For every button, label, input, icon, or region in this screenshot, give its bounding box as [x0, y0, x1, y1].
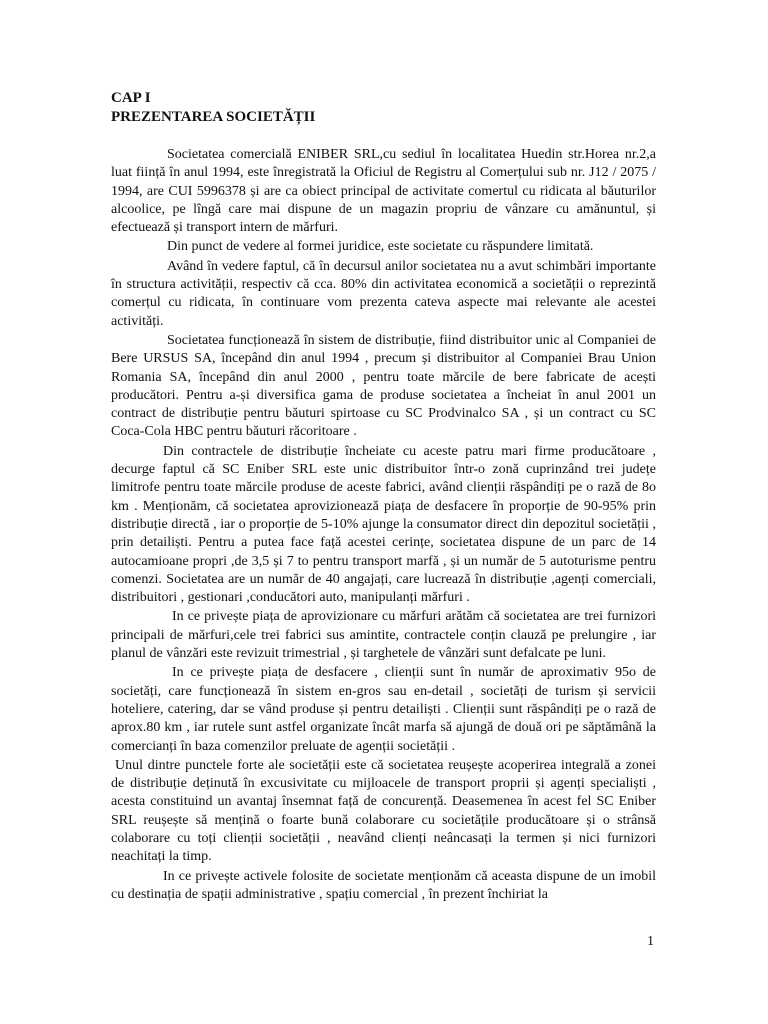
chapter-label: CAP I	[111, 90, 151, 106]
paragraph-activity-structure: Având în vedere faptul, că în decursul anilor societatea nu a avut schimbări importante în structura activității, respectiv că cca. 80% din activitatea economică a societății o reprezintă comerțul cu ridicata, în continuare vom prezenta cateva aspecte mai relevante ale acestei activități.	[111, 258, 656, 329]
page-number: 1	[647, 934, 654, 949]
paragraph-strengths: Unul dintre punctele forte ale societății este că societatea reușește acoperirea integrală a zonei de distribuție deținută în excusivitate cu mijloacele de transport proprii și agenți specialiști , acesta constituind un avantaj însemnat față de concurență. Deasemenea în acest fel SC Eniber SRL reușește să mențină o foarte bună colaborare cu societățile producătoare și o strânsă colaborare cu toți clienții societății , neavând clienți neâncasați la termen și nici furnizori neachitați la timp.	[111, 757, 656, 865]
paragraph-company-intro: Societatea comercială ENIBER SRL,cu sediul în localitatea Huedin str.Horea nr.2,a luat ființă în anul 1994, este înregistrată la Oficiul de Registru al Comerțului sub nr. J12 / 2075 / 1994, are CUI 5996378 și are ca obiect principal de activitate comertul cu ridicata al băuturilor alcoolice, pe lîngă care mai dispune de un magazin propriu de vânzare cu amănuntul, și efectuează și transport intern de mărfuri.	[111, 147, 656, 236]
paragraph-assets: In ce privește activele folosite de societate menționăm că aceasta dispune de un imobil cu destinația de spații administrative , spațiu comercial , în prezent închiriat la	[111, 868, 656, 902]
paragraph-sales-market: In ce privește piața de desfacere , clienții sunt în număr de aproximativ 95o de societăți, care funcționează în sistem en-gros sau en-detail , societăți de turism și servicii hoteliere, catering, dar se vând produse și pentru detailiști . Clienții sunt răspândiți pe o rază de aprox.80 km , iar rutele sunt astfel organizate încât marfa să ajungă de două ori pe săptămână la comercianți în baza comenzilor preluate de agenții societății .	[111, 665, 656, 754]
paragraph-distribution-system: Societatea funcționează în sistem de distribuție, fiind distribuitor unic al Companiei de Bere URSUS SA, începând din anul 1994 , precum și distribuitor al Companiei Brau Union Romania SA, începând din anul 2000 , pentru toate mărcile de bere fabricate de acești producători. Pentru a-și diversifica gama de produse societatea a încheiat în anul 2001 un contract de distribuție pentru băuturi spirtoase cu SC Prodvinalco SA , și un contract cu SC Coca-Cola HBC pentru băuturi răcoritoare .	[111, 332, 656, 440]
body-text	[111, 146, 656, 904]
page-content	[111, 89, 656, 905]
paragraph-distribution-zone: Din contractele de distribuție încheiate cu aceste patru mari firme producătoare , decurge faptul că SC Eniber SRL este unic distribuitor într-o zonă cuprinzând trei județe limitrofe pentru toate mărcile produse de aceste fabrici, având clienții răspândiți pe o rază de 8o km . Menționăm, că societatea aprovizionează piața de desfacere în proporție de 90-95% prin distribuție directă , iar o proporție de 5-10% ajunge la consumator direct din depozitul societății , prin detailiști. Pentru a putea face față acestei cerințe, societatea dispune de un parc de 14 autocamioane propri ,de 3,5 și 7 to pentru transport marfă , și un număr de 5 autoturisme pentru comenzi. Societatea are un număr de 40 angajați, care lucrează în distribuție ,agenți comerciali, distribuitori , gestionari ,conducători auto, manipulanți mărfuri .	[111, 443, 656, 606]
paragraph-legal-form: Din punct de vedere al formei juridice, este societate cu răspundere limitată.	[167, 239, 594, 255]
section-title: PREZENTAREA SOCIETĂȚII	[111, 109, 316, 125]
paragraph-supply-market: In ce privește piața de aprovizionare cu mărfuri arătăm că societatea are trei furnizori principali de mărfuri,cele trei fabrici sus amintite, contractele conțin clauză pe prelungire , iar planul de vânzări este revizuit trimestrial , și targhetele de vânzări sunt defalcate pe luni.	[111, 609, 656, 662]
